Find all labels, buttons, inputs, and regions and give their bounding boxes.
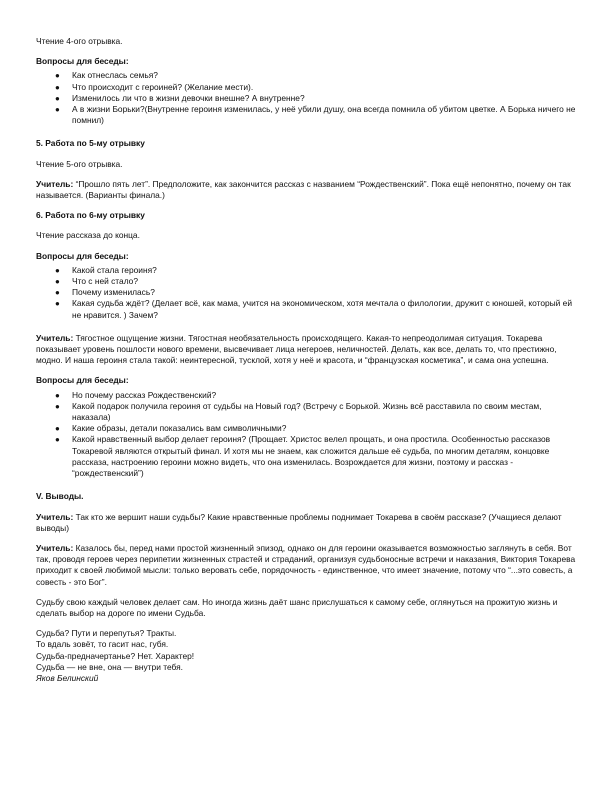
fate-paragraph: Судьбу свою каждый человек делает сам. Но иногда жизнь даёт шанс прислушаться к самому себе, оглянуться на прожитую жизнь и сделать выбор на дороге по имени Судьба.	[36, 596, 558, 618]
questions-list-3	[36, 390, 576, 480]
teacher-text: Казалось бы, перед нами простой жизненный эпизод, однако он для героини оказывается возможностью заглянуть в себя. Вот так, проводя героев через перипетии жизненных страстей и страданий, организуя судьбоносные встречи и наказания, Виктория Токарева приходит к своей любимой мысли: только веровать себе, порядочность - единственное, что имеет значение, потому что “...это совесть, а совесть - это Бог”.	[36, 542, 576, 587]
teacher-paragraph-V1	[36, 512, 576, 534]
teacher-paragraph-V2	[36, 543, 576, 588]
bullet-icon: ●	[55, 71, 60, 81]
teacher-paragraph-6	[36, 333, 576, 367]
list-item: ● Изменилось ли что в жизни девочки внешне? А внутренне?	[55, 92, 305, 103]
questions-heading-1: Вопросы для беседы:	[36, 56, 129, 67]
list-item: ● Какой подарок получила героиня от судьбы на Новый год? (Встречу с Борькой. Жизнь всё расставила по своим местам, наказала)	[55, 400, 542, 423]
document-body	[36, 36, 576, 684]
bullet-icon: ●	[55, 277, 60, 287]
list-item: ● Какие образы, детали показались вам символичными?	[55, 423, 287, 434]
bullet-icon: ●	[55, 401, 60, 411]
bullet-icon: ●	[55, 435, 60, 445]
bullet-icon: ●	[55, 390, 60, 400]
list-item: ● Почему изменилась?	[55, 287, 155, 298]
bullet-icon: ●	[55, 82, 60, 92]
teacher-label: Учитель:	[36, 542, 74, 553]
bullet-icon: ●	[55, 105, 60, 115]
teacher-label: Учитель:	[36, 178, 74, 189]
section-V-heading: V. Выводы.	[36, 491, 84, 502]
questions-heading-2: Вопросы для беседы:	[36, 250, 129, 261]
bullet-icon: ●	[55, 93, 60, 103]
poem-line: Судьба — не вне, она — внутри тебя.	[36, 661, 184, 672]
list-item: ● Какая судьба ждёт? (Делает всё, как мама, учится на экономическом, хотя мечтала о филологии, дружит с юношей, который ей не нравится. ) Зачем?	[55, 298, 573, 320]
list-item: ● Какой стала героиня?	[55, 264, 157, 275]
list-item: ● Что происходит с героиней? (Желание мести).	[55, 81, 254, 92]
teacher-label: Учитель:	[36, 511, 74, 522]
poem-line: То вдаль зовёт, то гасит нас, губя.	[36, 639, 169, 650]
list-item: ● Какой нравственный выбор делает героиня? (Прощает. Христос велел прощать, и она простила. Особенностью рассказов Токаревой являются открытый финал. И хотя мы не знаем, как сложится дальше её судьба, по многим деталям, концовке рассказа, настроению героини можно видеть, что она изменилась. Возрождается для жизни, поэтому и рассказ - “рождественский”)	[55, 434, 551, 479]
teacher-text: Так кто же вершит наши судьбы? Какие нравственные проблемы поднимает Токарева в своём рассказе? (Учащиеся делают выводы)	[36, 511, 562, 533]
bullet-icon: ●	[55, 424, 60, 434]
teacher-text: Тягостное ощущение жизни. Тягостная необязательность происходящего. Какая-то непреодолимая ситуация. Токарева показывает уровень пошлости нового времени, высвечивает лица негероев, неличностей. Делать, как все, делать то, что престижно, модно. И наша героиня стала такой: неинтересной, тусклой, хотя у неё и красота, и “французская косметика”, и сама она успешна.	[36, 332, 557, 366]
list-item: ● А в жизни Борьки?(Внутренне героиня изменилась, у неё убили душу, она всегда помнила об убитом цветке. А Борька ничего не помнил)	[55, 104, 576, 126]
reading-5: Чтение 5-ого отрывка.	[36, 158, 123, 169]
poem-author: Яков Белинский	[36, 672, 99, 683]
reading-6: Чтение рассказа до конца.	[36, 230, 140, 241]
poem-line: Судьба? Пути и перепутья? Тракты.	[36, 628, 177, 639]
questions-list-1	[36, 70, 576, 126]
poem-line: Судьба-предначертанье? Нет. Характер!	[36, 650, 195, 661]
poem	[36, 628, 576, 684]
section-5-heading: 5. Работа по 5-му отрывку	[36, 138, 145, 149]
list-item: ● Как отнеслась семья?	[55, 70, 158, 81]
bullet-icon: ●	[55, 299, 60, 309]
section-6-heading: 6. Работа по 6-му отрывку	[36, 210, 145, 221]
teacher-label: Учитель:	[36, 332, 74, 343]
teacher-text: “Прошло пять лет”. Предположите, как закончится рассказ с названием “Рождественский”. Пока ещё непонятно, почему он так называется. (Варианты финала.)	[36, 178, 571, 201]
list-item: ● Что с ней стало?	[55, 276, 138, 287]
list-item: ● Но почему рассказ Рождественский?	[55, 389, 217, 400]
bullet-icon: ●	[55, 288, 60, 298]
questions-heading-3: Вопросы для беседы:	[36, 375, 129, 386]
questions-list-2	[36, 265, 576, 321]
teacher-paragraph-5	[36, 179, 576, 201]
reading-4: Чтение 4-ого отрывка.	[36, 36, 123, 46]
bullet-icon: ●	[55, 265, 60, 275]
